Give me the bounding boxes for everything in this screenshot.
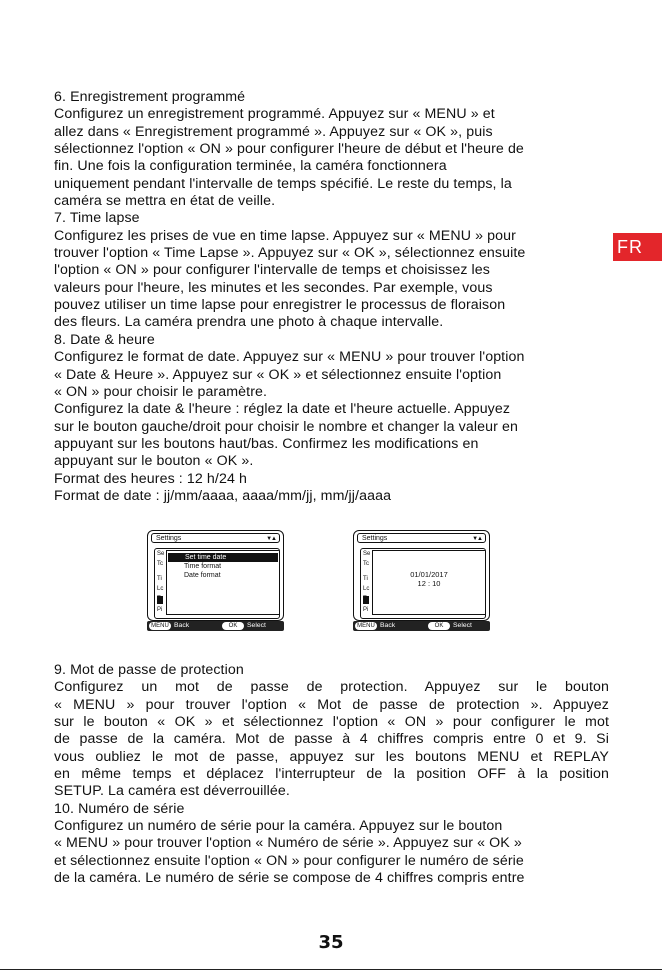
text-line: 10. Numéro de série <box>54 800 185 817</box>
list-stub: Ti <box>363 576 368 582</box>
menu-frame <box>353 530 490 621</box>
text-line: pouvez utiliser un time lapse pour enregistrer le processus de floraison <box>54 297 506 314</box>
text-line: caméra se mettra en état de veille. <box>54 193 276 210</box>
text-line: sélectionnez l'option « ON » pour configurer l'heure de début et l'heure de <box>54 141 524 158</box>
list-stub: Pi <box>363 607 369 613</box>
text-line: Format de date : jj/mm/aaaa, aaaa/mm/jj, mm/jj/aaaa <box>54 487 392 504</box>
menu-key-icon: MENU <box>355 622 377 630</box>
text-line: appuyant sur les boutons haut/bas. Confirmez les modifications en <box>54 435 479 452</box>
list-stub: Tc <box>157 561 163 567</box>
text-line: en même temps et déplacez l'interrupteur de la position OFF à la position <box>54 766 609 783</box>
list-stub: Ti <box>157 576 162 582</box>
settings-list <box>360 548 486 619</box>
scroll-arrows-icon: ▼▲ <box>472 536 482 542</box>
text-line: 9. Mot de passe de protection <box>54 662 244 678</box>
camera-screen-date-value <box>353 530 490 631</box>
list-stub: Lc <box>157 586 164 592</box>
menu-key-icon: MENU <box>149 622 171 630</box>
menu-frame <box>147 530 284 621</box>
list-stub: Tc <box>363 561 369 567</box>
text-line: « Date & Heure ». Appuyez sur « OK » et sélectionnez ensuite l'option <box>54 366 502 383</box>
instructions-top <box>54 89 609 505</box>
settings-list <box>154 548 280 619</box>
list-stub-selected: T <box>363 596 369 604</box>
button-hint-bar <box>147 621 284 631</box>
list-stub-selected: T <box>157 596 163 604</box>
text-line: « MENU » pour trouver l'option « Numéro de série ». Appuyez sur « OK » <box>54 835 522 852</box>
menu-header-title: Settings <box>362 535 388 542</box>
text-line: appuyant sur le bouton « OK ». <box>54 453 254 470</box>
menu-header-title: Settings <box>156 535 182 542</box>
text-line: Format des heures : 12 h/24 h <box>54 470 247 487</box>
list-stub: Lc <box>363 586 370 592</box>
menu-header <box>357 533 486 543</box>
text-line: 6. Enregistrement programmé <box>54 89 246 105</box>
text-line: Configurez les prises de vue en time lapse. Appuyez sur « MENU » pour <box>54 227 516 244</box>
back-label: Back <box>380 622 396 629</box>
text-line: fin. Une fois la configuration terminée, la caméra fonctionnera <box>54 158 447 175</box>
text-line: sur le bouton « OK » et sélectionnez l'option « ON » pour configurer le mot <box>54 714 609 731</box>
text-line: et sélectionnez ensuite l'option « ON » pour configurer le numéro de série <box>54 852 524 869</box>
text-line: Configurez le format de date. Appuyez sur « MENU » pour trouver l'option <box>54 349 525 366</box>
text-line: uniquement pendant l'intervalle de temps spécifié. Le reste du temps, la <box>54 175 512 192</box>
submenu-item-time-format[interactable]: Time format <box>184 563 222 570</box>
text-line: SETUP. La caméra est déverrouillée. <box>54 783 290 800</box>
time-submenu <box>166 550 280 615</box>
text-line: de passe de la caméra. Mot de passe à 4 chiffres compris entre 0 et 9. Si <box>54 731 609 748</box>
ok-key-icon: OK <box>222 622 244 630</box>
page-number: 35 <box>318 932 344 953</box>
ok-key-icon: OK <box>428 622 450 630</box>
select-label: Select <box>453 622 472 629</box>
submenu-item-date-format[interactable]: Date format <box>184 572 221 579</box>
text-line: 7. Time lapse <box>54 210 140 227</box>
language-tab: FR <box>613 233 662 261</box>
text-line: allez dans « Enregistrement programmé ». Appuyez sur « OK », puis <box>54 123 493 140</box>
text-line: valeurs pour l'heure, les minutes et les secondes. Par exemple, vous <box>54 279 493 296</box>
text-line: 8. Date & heure <box>54 331 155 348</box>
text-line: « MENU » pour trouver l'option « Mot de passe de protection ». Appuyez <box>54 696 609 713</box>
text-line: de la caméra. Le numéro de série se compose de 4 chiffres compris entre <box>54 870 525 887</box>
button-hint-bar <box>353 621 490 631</box>
instructions-bottom <box>54 662 609 887</box>
back-label: Back <box>174 622 190 629</box>
text-line: l'option « ON » pour configurer l'intervalle de temps et choisissez les <box>54 262 490 279</box>
scroll-arrows-icon: ▼▲ <box>266 536 276 542</box>
text-line: des fleurs. La caméra prendra une photo à chaque intervalle. <box>54 314 444 331</box>
date-value[interactable]: 01/01/2017 <box>410 570 448 579</box>
list-stub: Pi <box>157 607 163 613</box>
text-line: « ON » pour choisir le paramètre. <box>54 383 268 400</box>
date-value-panel <box>372 550 486 615</box>
list-stub: Se <box>157 551 165 557</box>
text-line: sur le bouton gauche/droit pour choisir le nombre et changer la valeur en <box>54 418 518 435</box>
text-line: Configurez un mot de passe de protection. Appuyez sur le bouton <box>54 679 609 696</box>
select-label: Select <box>247 622 266 629</box>
text-line: trouver l'option « Time Lapse ». Appuyez sur « OK », sélectionnez ensuite <box>54 245 526 262</box>
text-line: Configurez un enregistrement programmé. Appuyez sur « MENU » et <box>54 106 495 123</box>
menu-header <box>151 533 280 543</box>
list-stub: Se <box>363 551 371 557</box>
text-line: Configurez la date & l'heure : réglez la date et l'heure actuelle. Appuyez <box>54 401 511 418</box>
text-line: vous oubliez le mot de passe, appuyez sur les boutons MENU et REPLAY <box>54 748 609 765</box>
text-line: Configurez un numéro de série pour la caméra. Appuyez sur le bouton <box>54 818 503 835</box>
time-value[interactable]: 12 : 10 <box>417 579 441 588</box>
submenu-item-set-time-date[interactable]: Set time date <box>168 553 278 562</box>
camera-screen-time-menu <box>147 530 284 631</box>
page-bottom-rule <box>0 969 662 970</box>
